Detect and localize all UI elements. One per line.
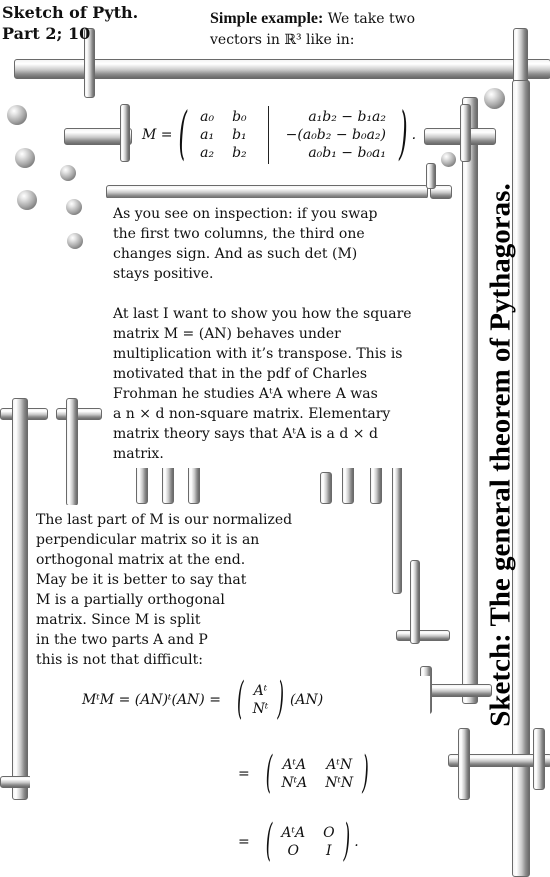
frame-bar (320, 472, 332, 504)
text-line: At last I want to show you how the square (113, 306, 412, 322)
matrix-cell: b₁ (232, 127, 247, 143)
text-line: Frohman he studies AᵗA where A was (113, 386, 378, 402)
right-paren: ) (362, 748, 369, 800)
matrix-end: . (411, 127, 417, 143)
intro-text (210, 8, 415, 51)
matrix-cell: a₀b₁ − b₀a₁ (308, 145, 387, 161)
text-line: M is a partially orthogonal (36, 592, 225, 608)
text-line: a n × d non-square matrix. Elementary (113, 406, 391, 422)
right-paren: ) (399, 102, 408, 168)
text-line: matrix. (113, 446, 164, 462)
text-line: The last part of M is our normalized (36, 512, 293, 528)
equation-tail: (AN) (289, 692, 324, 708)
matrix-cell: Nᵗ (252, 701, 269, 717)
matrix-cell: AᵗN (326, 757, 353, 773)
matrix-cell: −(a₀b₂ − b₀a₂) (285, 127, 387, 143)
equation-lhs: MᵗM = (AN)ᵗ(AN) = (82, 692, 221, 708)
frame-bar (188, 462, 200, 504)
right-paren: ) (277, 674, 284, 726)
frame-bar (12, 398, 28, 800)
column-vector (244, 682, 278, 718)
equation-row (82, 672, 323, 728)
decorative-sphere (15, 148, 35, 168)
equation-row (238, 814, 359, 870)
left-paren: ( (236, 674, 244, 726)
frame-bar (56, 408, 102, 420)
page-title (2, 2, 138, 44)
decorative-sphere (60, 165, 76, 181)
matrix-cell: a₂ (200, 145, 215, 161)
frame-bar (513, 28, 528, 86)
matrix-cell: I (326, 843, 332, 859)
matrix-cell: AᵗA (281, 825, 306, 841)
text-line: orthogonal matrix at the end. (36, 552, 246, 568)
decorative-sphere (17, 190, 37, 210)
decorative-sphere (441, 152, 456, 167)
matrix-cell: b₀ (232, 109, 247, 125)
right-paren: ) (343, 816, 351, 868)
frame-bar (462, 97, 478, 704)
text-line: matrix. Since M is split (36, 612, 201, 628)
equation-lhs: = (238, 834, 250, 850)
text-line: the first two columns, the third one (113, 226, 365, 242)
text-line: multiplication with it’s transpose. This is (113, 346, 403, 362)
frame-bar (392, 462, 402, 594)
decorative-sphere (484, 88, 505, 109)
text-line: As you see on inspection: if you swap (113, 206, 378, 222)
matrix-cell: O (323, 825, 335, 841)
frame-bar (136, 462, 148, 504)
equation-row (238, 746, 369, 802)
decorative-sphere (7, 105, 27, 125)
frame-bar (458, 728, 470, 800)
text-line: perpendicular matrix so it is an (36, 532, 260, 548)
matrix-divider (268, 106, 269, 164)
frame-bar (396, 630, 450, 641)
intro-rest: We take two (323, 11, 415, 27)
text-line: this is not that difficult: (36, 652, 203, 668)
intro-line (210, 8, 415, 30)
text-line: changes sign. And as such det (M) (113, 246, 358, 262)
frame-bar (533, 728, 545, 790)
decorative-sphere (66, 199, 82, 215)
matrix-cell: O (287, 843, 299, 859)
equation-lhs: = (238, 766, 250, 782)
text-line: stays positive. (113, 266, 214, 282)
left-paren: ( (265, 816, 273, 868)
frame-bar (426, 163, 436, 189)
text-line: matrix theory says that AᵗA is a d × d (113, 426, 378, 442)
text-line: in the two parts A and P (36, 632, 208, 648)
paragraph (113, 304, 412, 464)
frame-bar (342, 462, 354, 504)
side-title: Sketch: The general theorem of Pythagoras. (484, 183, 517, 727)
frame-bar (0, 776, 32, 788)
matrix-cell: a₁ (200, 127, 215, 143)
frame-bar (460, 104, 471, 162)
text-line: May be it is better to say that (36, 572, 247, 588)
block-matrix (272, 756, 362, 792)
left-paren: ( (178, 102, 188, 168)
paragraph (36, 510, 292, 670)
text-line: motivated that in the pdf of Charles (113, 366, 368, 382)
matrix-cell: NᵗA (281, 775, 308, 791)
block-matrix (272, 824, 343, 860)
title-line: Sketch of Pyth. (2, 3, 139, 22)
matrix-cell: Aᵗ (253, 683, 268, 699)
matrix-cell: AᵗA (282, 757, 307, 773)
text-line: matrix M = (AN) behaves under (113, 326, 341, 342)
frame-bar (370, 462, 382, 504)
matrix-lhs: M = (142, 127, 173, 143)
frame-bar (162, 462, 174, 504)
matrix-cell: a₀ (200, 109, 215, 125)
matrix-right-block (277, 108, 395, 162)
intro-bold: Simple example: (210, 10, 324, 27)
left-paren: ( (265, 748, 273, 800)
title-line: Part 2; 10 (2, 24, 91, 43)
intro-line: vectors in ℝ³ like in: (210, 32, 355, 48)
frame-bar (410, 560, 420, 644)
frame-bar (106, 185, 428, 199)
decorative-sphere (67, 233, 83, 249)
matrix-cell: b₂ (232, 145, 247, 161)
equation-end: . (354, 834, 359, 850)
matrix-cell: a₁b₂ − b₁a₂ (308, 109, 387, 125)
frame-bar (120, 104, 130, 162)
matrix-left-block (191, 108, 256, 162)
paragraph (113, 204, 378, 284)
frame-bar (66, 398, 78, 506)
matrix-cell: NᵗN (325, 775, 354, 791)
matrix-equation (142, 100, 416, 170)
